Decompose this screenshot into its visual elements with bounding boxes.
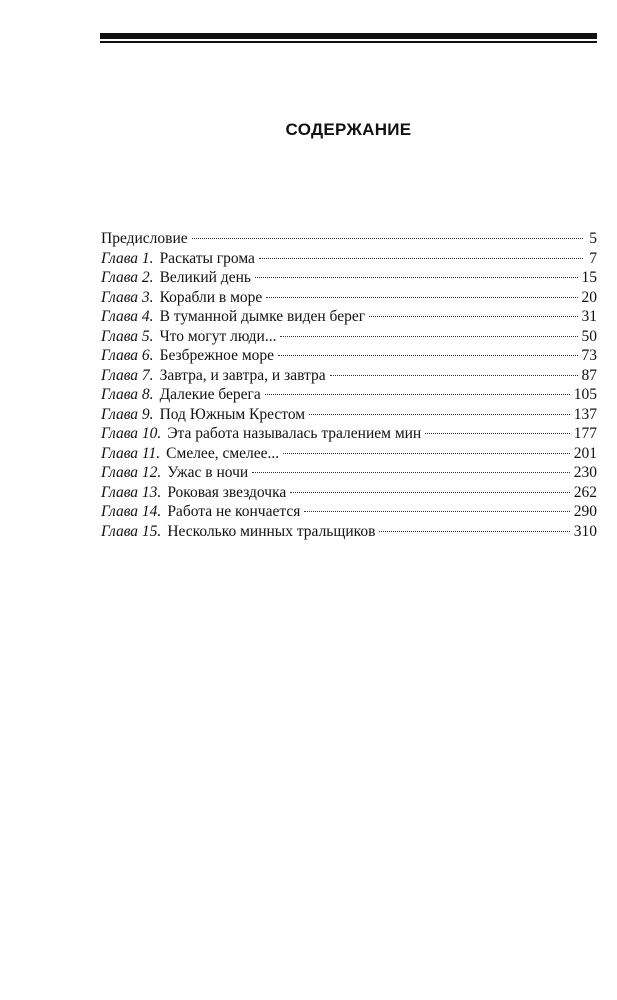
toc-entry-page: 73 <box>581 347 597 364</box>
toc-entry-page: 137 <box>573 405 597 423</box>
dot-leader <box>309 414 570 415</box>
toc-entry <box>101 366 597 386</box>
toc-entry-label: Глава 10. <box>101 425 162 442</box>
toc-entry <box>101 405 597 425</box>
toc-entry-label: Глава 13. <box>101 483 162 501</box>
toc-entry-page: 15 <box>581 269 597 286</box>
header-rule-thick <box>100 33 597 39</box>
toc-entry-title: Корабли в море <box>159 288 263 306</box>
toc-entry-label: Глава 2. <box>101 269 154 286</box>
toc-entry-title: Роковая звездочка <box>167 483 287 501</box>
dot-leader <box>330 375 578 376</box>
toc-entry <box>101 463 597 483</box>
toc-entry-title: Эта работа называлась тралением мин <box>167 425 422 442</box>
dot-leader <box>283 453 570 454</box>
toc-entry <box>101 268 597 288</box>
toc-entry-title: Несколько минных тральщиков <box>167 522 376 540</box>
toc-entry-page: 20 <box>581 288 597 306</box>
dot-leader <box>304 511 569 512</box>
toc-entry-title: Великий день <box>159 269 251 286</box>
toc-entry-title: В туманной дымке виден берег <box>159 308 366 325</box>
dot-leader <box>266 297 577 298</box>
toc-entry-page: 310 <box>573 522 597 540</box>
toc-entry-label: Глава 6. <box>101 347 154 364</box>
toc-entry-page: 31 <box>581 308 597 325</box>
dot-leader <box>265 394 570 395</box>
toc-entry-page: 230 <box>573 464 597 481</box>
toc-entry <box>101 346 597 366</box>
dot-leader <box>252 472 570 473</box>
toc-entry <box>101 502 597 522</box>
toc-entry <box>101 483 597 503</box>
toc-entry-title: Завтра, и завтра, и завтра <box>159 366 326 384</box>
toc-entry <box>101 424 597 444</box>
toc-entry <box>101 249 597 269</box>
dot-leader <box>369 316 577 317</box>
dot-leader <box>425 433 570 434</box>
toc-entry-page: 177 <box>573 425 597 442</box>
toc-entry-label: Глава 15. <box>101 522 162 540</box>
toc-entry-title: Смелее, смелее... <box>166 444 280 462</box>
toc-entry-label: Глава 1. <box>101 249 154 267</box>
toc-entry-title: Далекие берега <box>159 386 261 403</box>
toc-entry <box>101 288 597 308</box>
page-title: СОДЕРЖАНИЕ <box>285 120 412 139</box>
toc-entry-title: Под Южным Крестом <box>159 405 306 423</box>
toc-entry-label: Глава 14. <box>101 503 162 520</box>
toc-entry-title: Предисловие <box>101 230 188 247</box>
table-of-contents <box>101 229 597 541</box>
toc-entry-label: Глава 9. <box>101 405 154 423</box>
dot-leader <box>259 258 583 259</box>
toc-entry-label: Глава 4. <box>101 308 154 325</box>
toc-entry-label: Глава 8. <box>101 386 154 403</box>
toc-entry-label: Глава 3. <box>101 288 154 306</box>
dot-leader <box>278 355 577 356</box>
toc-entry <box>101 229 597 249</box>
toc-entry-page: 87 <box>581 366 597 384</box>
toc-entry-label: Глава 7. <box>101 366 154 384</box>
dot-leader <box>192 238 583 239</box>
toc-entry-title: Ужас в ночи <box>167 464 249 481</box>
dot-leader <box>379 531 569 532</box>
toc-entry-page: 201 <box>573 444 597 462</box>
toc-entry <box>101 307 597 327</box>
toc-entry <box>101 444 597 464</box>
toc-entry-label: Глава 11. <box>101 444 161 462</box>
toc-entry <box>101 522 597 542</box>
toc-entry-page: 50 <box>581 327 597 345</box>
dot-leader <box>290 492 569 493</box>
toc-entry-title: Работа не кончается <box>167 503 301 520</box>
header-rule-thin <box>100 41 597 43</box>
dot-leader <box>280 336 577 337</box>
toc-entry-page: 105 <box>573 386 597 403</box>
toc-entry-label: Глава 12. <box>101 464 162 481</box>
toc-entry-page: 7 <box>589 249 597 267</box>
toc-entry-title: Что могут люди... <box>159 327 277 345</box>
dot-leader <box>255 277 578 278</box>
toc-entry <box>101 327 597 347</box>
toc-entry-title: Безбрежное море <box>159 347 275 364</box>
toc-entry-label: Глава 5. <box>101 327 154 345</box>
toc-entry-title: Раскаты грома <box>159 249 255 267</box>
toc-entry-page: 290 <box>573 503 597 520</box>
toc-entry <box>101 385 597 405</box>
toc-entry-page: 262 <box>573 483 597 501</box>
toc-entry-page: 5 <box>589 230 597 247</box>
